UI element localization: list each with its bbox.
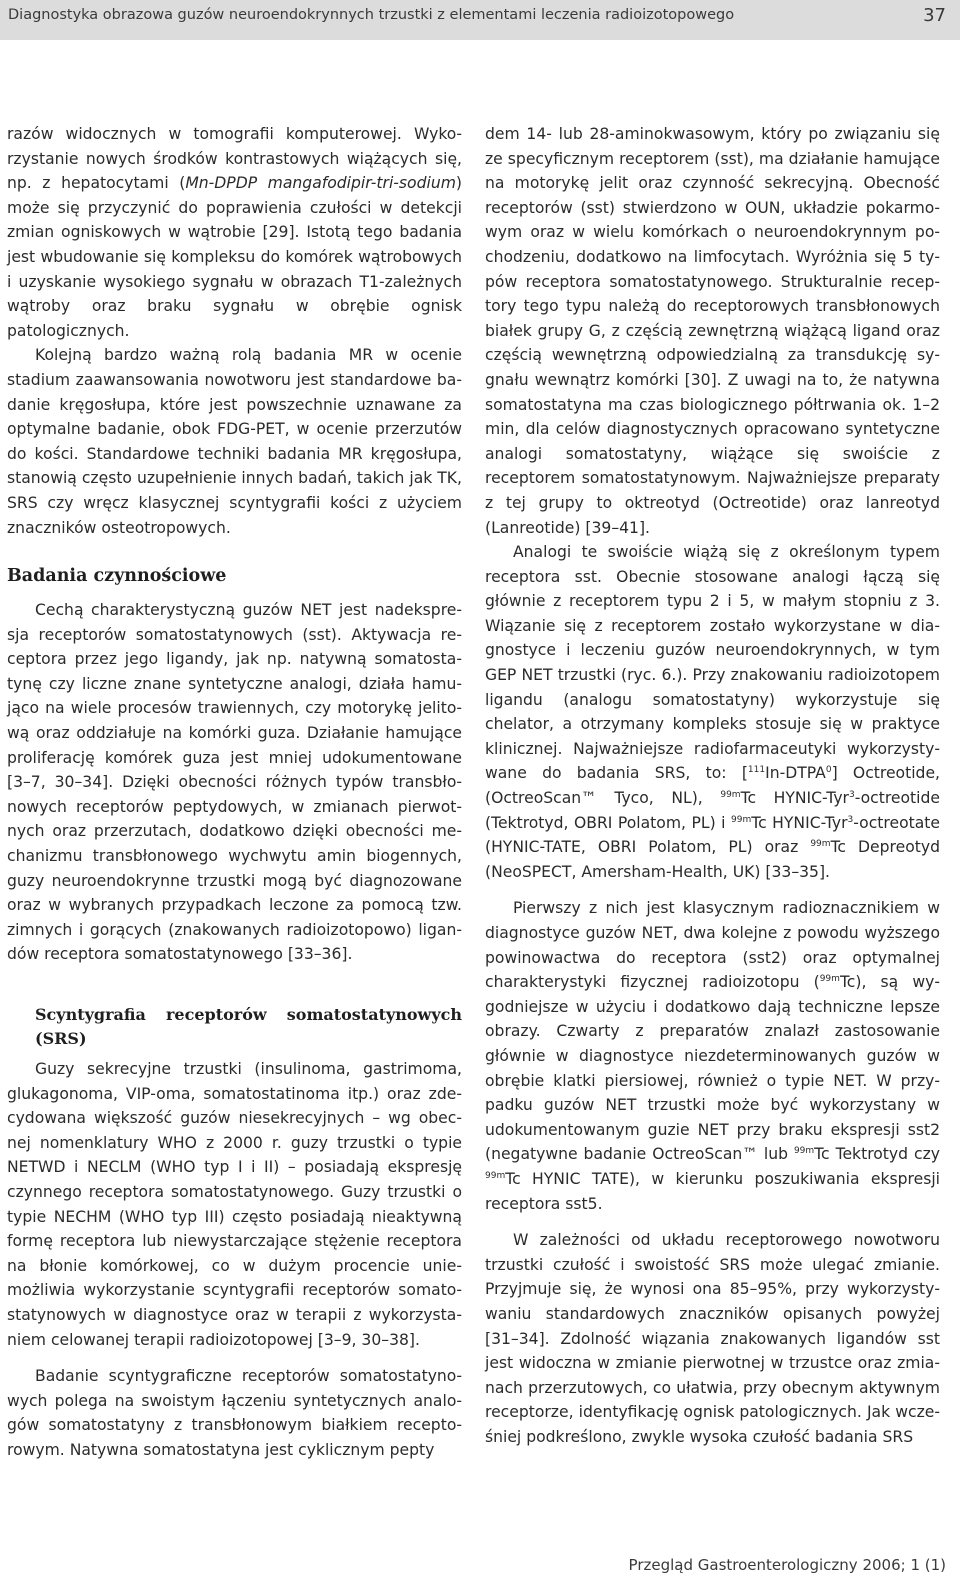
paragraph-net-receptors: Cechą charakterystyczną guzów NET jest nadekspresja receptorów somatostatynowych (sst). Aktywacja receptora przez jego ligandy, jak np. natywną somatostatynę czy liczne znane syntetyczne analogi, działa hamująco na wiele procesów trawiennych, czy motorykę jelitową oraz oddziałuje na komórki guza. Działanie hamujące proliferację komórek guza jest mniej udokumentowane [3–7, 30–34]. Dzięki obecności różnych typów transbłonowych receptorów peptydowych, w zmianach pierwotnych oraz przerzutach, dodatkowo dzięki obecności mechanizmu transbłonowego wychwytu amin biogennych, guzy neuroendokrynne trzustki mogą być diagnozowane oraz w wybranych przypadkach leczone za pomocą tzw. zimnych i gorących (znakowanych radioizotopowo) ligandów receptora somatostatynowego [33–36]. <box>7 601 462 964</box>
paragraph-secretory-tumors: Guzy sekrecyjne trzustki (insulinoma, gastrimoma, glukagonoma, VIP-oma, somatostatinoma itp.) oraz zdecydowana większość guzów niesekrecyjnych – wg obecnej nomenklatury WHO z 2000 r. guzy trzustki o typie NETWD i NECLM (WHO typ I i II) – posiadają ekspresję czynnego receptora somatostatynowego. Guzy trzustki o typie NECHM (WHO typ III) często posiadają nieaktywną formę receptora lub niewystarczające stężenie receptora na błonie komórkowej, co w dużym procencie uniemożliwia wykorzystanie scyntygrafii receptorów somatostatynowych w diagnostyce oraz w terapii z wykorzystaniem celowanej terapii radioizotopowej [3–9, 30–38]. <box>7 1060 462 1349</box>
running-title: Diagnostyka obrazowa guzów neuroendokrynnych trzustki z elementami leczenia radioizotopowego <box>8 7 735 23</box>
paragraph-mri-contrast: razów widocznych w tomografii komputerowej. Wykorzystanie nowych środków kontrastowych wiążących się, np. z hepatocytami (Mn-DPDP mangafodipir-tri-sodium) może się przyczynić do poprawienia czułości w detekcji zmian ogniskowych w wątrobie [29]. Istotą tego badania jest wbudowanie się kompleksu do komórek wątrobowych i uzyskanie wysokiego sygnału w obrazach T1-zależnych wątroby oraz braku sygnału w obrębie ognisk patologicznych. <box>7 125 462 340</box>
paragraph-sensitivity: W zależności od układu receptorowego nowotworu trzustki czułość i swoistość SRS może ulegać zmianie. Przyjmuje się, że wynosi ona 85–95%, przy wykorzystywaniu standardowych znaczników opisanych powyżej [31–34]. Zdolność wiązania znakowanych ligandów sst jest widoczna w zmianie pierwotnej w trzustce oraz zmianach przerzutowych, co ułatwia, przy obecnym aktywnym receptorze, identyfikację ognisk patologicznych. Jak wcześniej podkreślono, zwykle wysoka czułość badania SRS <box>485 1231 940 1446</box>
paragraph-radiotracers: Pierwszy z nich jest klasycznym radioznacznikiem w diagnostyce guzów NET, dwa kolejne z powodu wyższego powinowactwa do receptora (sst2) oraz optymalnej charakterystyki fizycznej radioizotopu ($^{99m}$Tc), są wygodniejsze w użyciu i dodatkowo dają techniczne lepsze obrazy. Czwarty z preparatów znalazł zastosowanie głównie w diagnostyce niezdeterminowanych guzów w obrębie klatki piersiowej, również o typie NET. W przypadku guzów NET trzustki może być wykorzystany w udokumentowanym guzie NET przy braku ekspresji sst2 (negatywne badanie OctreoScan™ lub $^{99m}$Tc Tektrotyd czy $^{99m}$Tc HYNIC TATE), w kierunku poszukiwania ekspresji receptora sst5. <box>485 899 940 1213</box>
left-column <box>7 122 462 1463</box>
paragraph-scintigraphy: Badanie scyntygraficzne receptorów somatostatynowych polega na swoistym łączeniu syntetycznych analogów somatostatyny z transbłonowym białkiem receptorowym. Natywna somatostatyna jest cyklicznym pepty <box>7 1367 462 1459</box>
subsection-heading-srs: Scyntygrafia receptorów somatostatynowych (SRS) <box>35 1005 462 1048</box>
journal-footer: Przegląd Gastroenterologiczny 2006; 1 (1) <box>628 1556 946 1574</box>
italic-compound: Mn-DPDP mangafodipir-tri-sodium <box>185 174 456 193</box>
paragraph-somatostatin: dem 14- lub 28-aminokwasowym, który po związaniu się ze specyficznym receptorem (sst), ma działanie hamujące na motorykę jelit oraz czynność sekrecyjną. Obecność receptorów (sst) stwierdzono w OUN, układzie pokarmowym oraz w wielu komórkach o neuroendokrynnym pochodzeniu, dodatkowo na limfocytach. Wyróżnia się 5 typów receptora somatostatynowego. Strukturalnie receptory tego typu należą do receptorowych transbłonowych białek grupy G, z częścią zewnętrzną wiążącą ligand oraz częścią wewnętrzną odpowiedzialną za transdukcję sygnału wewnątrz komórki [30]. Z uwagi na to, że natywna somatostatyna ma czas biologicznego półtrwania ok. 1–2 min, dla celów diagnostycznych opracowano syntetyczne analogi somatostatyny, wiążące się swoiście z receptorem somatostatynowym. Najważniejsze preparaty z tej grupy to oktreotyd (Octreotide) oraz lanreotyd (Lanreotide) [39–41]. <box>485 125 940 537</box>
page-number: 37 <box>923 5 946 26</box>
right-column <box>485 122 940 1449</box>
paragraph-mri-spine: Kolejną bardzo ważną rolą badania MR w ocenie stadium zaawansowania nowotworu jest standardowe badanie kręgosłupa, które jest powszechnie uznawane za optymalne badanie, obok FDG-PET, w ocenie przerzutów do kości. Standardowe techniki badania MR kręgosłupa, stanowią często uzupełnienie innych badań, takich jak TK, SRS czy wręcz klasycznej scyntygrafii kości z użyciem znaczników osteotropowych. <box>7 346 462 537</box>
section-heading-functional: Badania czynnościowe <box>7 566 227 587</box>
paragraph-analogues: Analogi te swoiście wiążą się z określonym typem receptora sst. Obecnie stosowane analogi łączą się głównie z receptorem typu 2 i 5, w małym stopniu z 3. Wiązanie się z receptorem zostało wykorzystane w diagnostyce i leczeniu guzów neuroendokrynnych, w tym GEP NET trzustki (ryc. 6.). Przy znakowaniu radioizotopem ligandu (analogu somatostatyny) wykorzystuje się chelator, a otrzymany kompleks stosuje się w praktyce klinicznej. Najważniejsze radiofarmaceutyki wykorzystywane do badania SRS, to: [$^{111}$In-DTPA$^0$] Octreotide, (OctreoScan™ Tyco, NL), $^{99m}$Tc HYNIC-Tyr$^3$-octreotide (Tektrotyd, OBRI Polatom, PL) i $^{99m}$Tc HYNIC-Tyr$^3$-octreotate (HYNIC-TATE, OBRI Polatom, PL) oraz $^{99m}$Tc Depreotyd (NeoSPECT, Amersham-Health, UK) [33–35]. <box>485 543 940 881</box>
page-header <box>0 0 960 40</box>
